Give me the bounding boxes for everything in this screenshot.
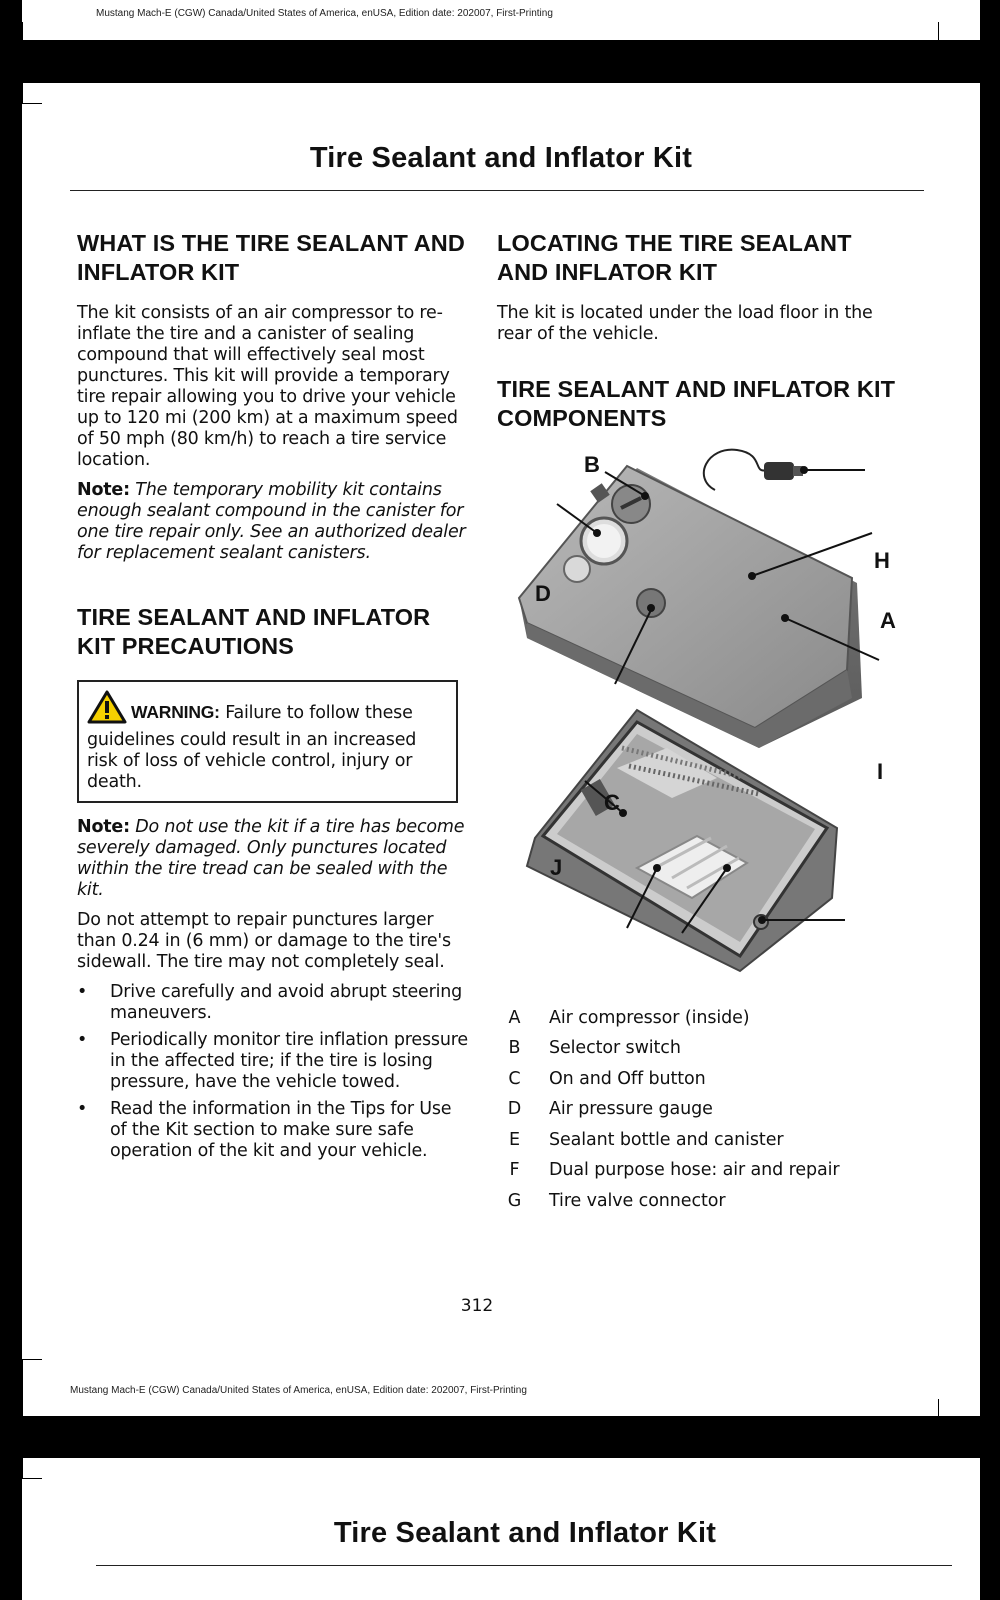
page-number: 312 bbox=[460, 1296, 494, 1316]
bullet-icon: • bbox=[77, 1099, 88, 1119]
note-label: Note: bbox=[77, 480, 130, 500]
legend-desc: Selector switch bbox=[549, 1038, 681, 1058]
components-section bbox=[497, 375, 897, 433]
warning-triangle-icon bbox=[87, 690, 127, 730]
page-header: Mustang Mach-E (CGW) Canada/United States of America, enUSA, Edition date: 202007, First-Printing bbox=[96, 8, 553, 19]
note-capacity bbox=[77, 480, 472, 564]
list-item-text: Periodically monitor tire inflation pressure in the affected tire; if the tire is losing pressure, have the vehicle towed. bbox=[110, 1030, 468, 1092]
diagram-label-B: B bbox=[584, 452, 600, 477]
next-page-title: Tire Sealant and Inflator Kit bbox=[333, 1517, 717, 1549]
crop-mark bbox=[22, 1359, 23, 1416]
right-column bbox=[497, 229, 897, 287]
diagram-label-I: I bbox=[877, 759, 884, 784]
crop-mark bbox=[22, 1458, 23, 1478]
title-rule bbox=[70, 190, 924, 191]
compressor-unit bbox=[519, 450, 862, 748]
crop-mark bbox=[22, 22, 23, 40]
crop-mark bbox=[22, 83, 23, 103]
note-text: Do not use the kit if a tire has become severely damaged. Only punctures located within the tire tread can be sealed with the kit. bbox=[77, 817, 465, 900]
warning-box bbox=[77, 680, 458, 803]
legend-letter: G bbox=[507, 1191, 522, 1211]
legend-row bbox=[497, 1160, 897, 1190]
crop-mark bbox=[22, 1478, 42, 1479]
what-heading: WHAT IS THE TIRE SEALANT AND INFLATOR KIT bbox=[77, 230, 465, 285]
manual-page bbox=[22, 83, 980, 1416]
diagram-label-D: D bbox=[535, 581, 551, 606]
locating-heading: LOCATING THE TIRE SEALANT AND INFLATOR KIT bbox=[497, 230, 852, 285]
precautions-heading: TIRE SEALANT AND INFLATOR KIT PRECAUTIONS bbox=[77, 604, 431, 659]
precautions-body bbox=[77, 817, 472, 1168]
list-item-text: Read the information in the Tips for Use of the Kit section to make sure safe operation of the kit and your vehicle. bbox=[110, 1099, 452, 1161]
legend-desc: Sealant bottle and canister bbox=[549, 1130, 784, 1150]
left-column bbox=[77, 229, 472, 287]
legend-desc: Air compressor (inside) bbox=[549, 1008, 750, 1028]
precautions-section bbox=[77, 603, 472, 661]
warning-text: Failure to follow these guidelines could result in an increased risk of loss of vehicle control, injury or death. bbox=[87, 703, 417, 792]
legend-desc: Air pressure gauge bbox=[549, 1099, 713, 1119]
list-item-text: Drive carefully and avoid abrupt steering maneuvers. bbox=[110, 982, 463, 1023]
list-item bbox=[77, 1099, 472, 1162]
previous-page-strip bbox=[22, 0, 980, 40]
puncture-body: Do not attempt to repair punctures larger than 0.24 in (6 mm) or damage to the tire's sidewall. The tire may not completely seal. bbox=[77, 910, 451, 972]
list-item bbox=[77, 982, 472, 1024]
crop-mark bbox=[22, 1359, 42, 1360]
what-section bbox=[77, 303, 472, 564]
legend-row bbox=[497, 1191, 897, 1221]
diagram-label-H: H bbox=[874, 548, 890, 573]
components-heading: TIRE SEALANT AND INFLATOR KIT COMPONENTS bbox=[497, 376, 896, 431]
legend-row bbox=[497, 1008, 897, 1038]
crop-mark bbox=[22, 103, 42, 104]
legend-letter: A bbox=[508, 1008, 521, 1028]
crop-mark bbox=[938, 22, 939, 40]
legend-letter: D bbox=[507, 1099, 522, 1119]
crop-mark bbox=[938, 1399, 939, 1416]
page-title: Tire Sealant and Inflator Kit bbox=[309, 142, 693, 174]
legend-row bbox=[497, 1038, 897, 1068]
list-item bbox=[77, 1030, 472, 1093]
locating-section bbox=[497, 303, 897, 345]
title-rule bbox=[96, 1565, 952, 1566]
components-legend bbox=[497, 1008, 907, 1223]
legend-letter: F bbox=[509, 1160, 520, 1180]
note-text: The temporary mobility kit contains enough sealant compound in the canister for one tire repair only. See an authorized dealer for replacement sealant canisters. bbox=[77, 480, 466, 563]
legend-desc: On and Off button bbox=[549, 1069, 706, 1089]
diagram-label-J: J bbox=[550, 855, 563, 880]
bullet-icon: • bbox=[77, 982, 88, 1002]
diagram-label-A: A bbox=[880, 608, 896, 633]
legend-letter: E bbox=[508, 1130, 521, 1150]
next-page-strip bbox=[22, 1458, 980, 1600]
what-body: The kit consists of an air compressor to re-inflate the tire and a canister of sealing compound that will effectively seal most punctures. This kit will provide a temporary tire repair allowing you to drive your vehicle up to 120 mi (200 km) at a maximum speed of 50 mph (80 km/h) to reach a tire service location. bbox=[77, 303, 458, 470]
diagram-label-C: C bbox=[604, 790, 620, 815]
legend-row bbox=[497, 1099, 897, 1129]
legend-letter: B bbox=[508, 1038, 521, 1058]
page-footer: Mustang Mach-E (CGW) Canada/United States of America, enUSA, Edition date: 202007, First-Printing bbox=[70, 1385, 527, 1396]
locating-body: The kit is located under the load floor in the rear of the vehicle. bbox=[497, 303, 873, 344]
bullet-icon: • bbox=[77, 1030, 88, 1050]
legend-letter: C bbox=[508, 1069, 521, 1089]
kit-diagram bbox=[497, 448, 897, 1008]
legend-desc: Tire valve connector bbox=[549, 1191, 726, 1211]
legend-row bbox=[497, 1069, 897, 1099]
legend-desc: Dual purpose hose: air and repair bbox=[549, 1160, 840, 1180]
legend-row bbox=[497, 1130, 897, 1160]
precautions-list bbox=[77, 982, 472, 1162]
warning-label: WARNING: bbox=[131, 702, 220, 722]
note-damage bbox=[77, 817, 472, 901]
note-label: Note: bbox=[77, 817, 130, 837]
